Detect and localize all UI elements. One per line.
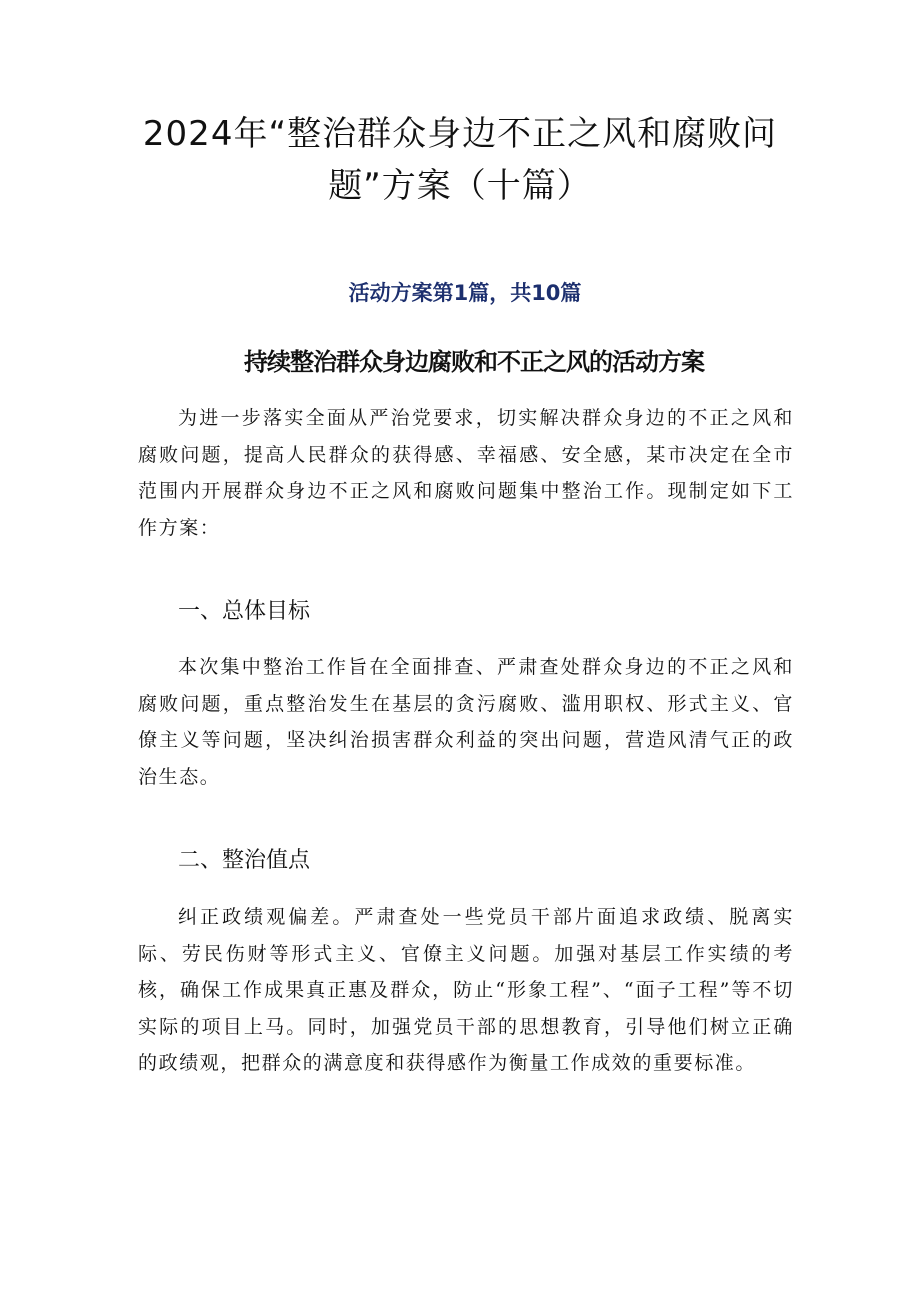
- intro-paragraph: 为进一步落实全面从严治党要求，切实解决群众身边的不正之风和腐败问题，提高人民群众的获得感、幸福感、安全感，某市决定在全市范围内开展群众身边不正之风和腐败问题集中整治工作。现制定如下工作方案：: [138, 407, 794, 539]
- document-title: 2024年“整治群众身边不正之风和腐败问题”方案（十篇）: [142, 114, 778, 206]
- section-body-rectification: 纠正政绩观偏差。严肃查处一些党员干部片面追求政绩、脱离实际、劳民伤财等形式主义、官僚主义问题。加强对基层工作实绩的考核，确保工作成果真正惠及群众，防止“形象工程”、“面子工程”等不切实际的项目上马。同时，加强党员干部的思想教育，引导他们树立正确的政绩观，把群众的满意度和获得感作为衡量工作成效的重要标准。: [138, 906, 794, 1074]
- part-label: 活动方案第1篇，共10篇: [348, 281, 582, 305]
- section-heading-overall-goal: 一、总体目标: [178, 599, 311, 624]
- document-subtitle: 持续整治群众身边腐败和不正之风的活动方案: [244, 348, 704, 376]
- section-heading-rectification: 二、整治值点: [178, 848, 311, 873]
- section-body-overall-goal: 本次集中整治工作旨在全面排查、严肃查处群众身边的不正之风和腐败问题，重点整治发生在基层的贪污腐败、滥用职权、形式主义、官僚主义等问题，坚决纠治损害群众利益的突出问题，营造风清气正的政治生态。: [138, 656, 794, 788]
